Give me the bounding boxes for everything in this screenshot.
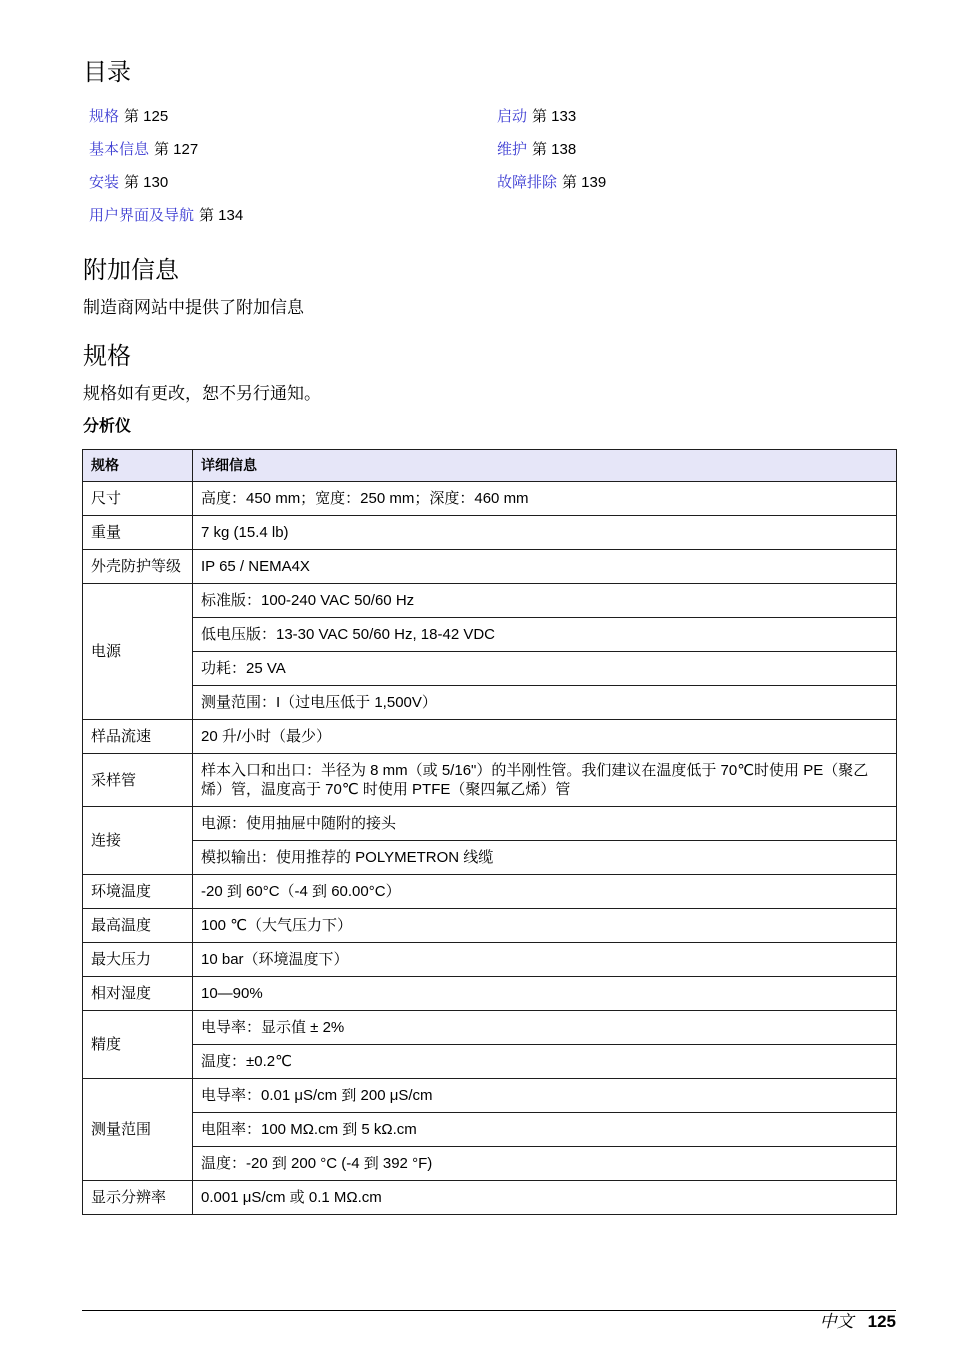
toc-page-number: 第 125: [124, 108, 169, 125]
toc-entry: [497, 133, 606, 166]
table-row: [83, 618, 897, 652]
spec-detail-cell: 电导率：显示值 ± 2%: [193, 1011, 897, 1045]
table-row: [83, 1011, 897, 1045]
footer-page-number: 125: [867, 1312, 896, 1331]
spec-detail-cell: 测量范围：I（过电压低于 1,500V）: [193, 686, 897, 720]
toc-link-maintenance[interactable]: 维护: [497, 141, 528, 158]
table-row: [83, 807, 897, 841]
toc-link-specifications[interactable]: 规格: [89, 108, 120, 125]
specifications-heading: 规格: [83, 343, 131, 370]
column-header-details: 详细信息: [193, 450, 897, 482]
spec-detail-cell: IP 65 / NEMA4X: [193, 550, 897, 584]
additional-info-text: 制造商网站中提供了附加信息: [83, 298, 304, 317]
spec-name-cell: 精度: [83, 1011, 193, 1079]
table-row: [83, 720, 897, 754]
table-row: [83, 1181, 897, 1215]
spec-name-cell: 测量范围: [83, 1079, 193, 1181]
toc-entry: [89, 199, 243, 232]
toc-entry: [497, 166, 606, 199]
table-row: [83, 652, 897, 686]
toc-page-number: 第 133: [532, 108, 577, 125]
spec-detail-cell: 10—90%: [193, 977, 897, 1011]
spec-detail-cell: 20 升/小时（最少）: [193, 720, 897, 754]
spec-detail-cell: 样本入口和出口：半径为 8 mm（或 5/16"）的半刚性管。我们建议在温度低于 70℃时使用 PE（聚乙烯）管，温度高于 70℃ 时使用 PTFE（聚四氟乙烯）管: [193, 754, 897, 807]
toc-link-installation[interactable]: 安装: [89, 174, 120, 191]
spec-detail-cell: 标准版：100-240 VAC 50/60 Hz: [193, 584, 897, 618]
spec-detail-cell: 模拟输出：使用推荐的 POLYMETRON 线缆: [193, 841, 897, 875]
spec-detail-cell: -20 到 60°C（-4 到 60.00°C）: [193, 875, 897, 909]
table-row: [83, 909, 897, 943]
spec-detail-cell: 0.001 μS/cm 或 0.1 MΩ.cm: [193, 1181, 897, 1215]
footer-language: 中文: [819, 1312, 854, 1331]
spec-detail-cell: 电源：使用抽屉中随附的接头: [193, 807, 897, 841]
toc-entry: [89, 100, 243, 133]
toc-entry: [89, 166, 243, 199]
spec-name-cell: 环境温度: [83, 875, 193, 909]
spec-name-cell: 样品流速: [83, 720, 193, 754]
specifications-note: 规格如有更改，恕不另行通知。: [83, 384, 321, 403]
spec-detail-cell: 功耗：25 VA: [193, 652, 897, 686]
table-row: [83, 686, 897, 720]
spec-detail-cell: 100 ℃（大气压力下）: [193, 909, 897, 943]
toc-column-left: [89, 100, 243, 232]
toc-link-troubleshooting[interactable]: 故障排除: [497, 174, 558, 191]
toc-link-user-interface[interactable]: 用户界面及导航: [89, 207, 195, 224]
table-row: [83, 516, 897, 550]
page-footer: [820, 1312, 896, 1332]
toc-page-number: 第 134: [199, 207, 244, 224]
toc-link-startup[interactable]: 启动: [497, 108, 528, 125]
table-row: [83, 1079, 897, 1113]
toc-entry: [89, 133, 243, 166]
table-header-row: [83, 450, 897, 482]
additional-info-heading: 附加信息: [83, 257, 179, 284]
spec-detail-cell: 电阻率：100 MΩ.cm 到 5 kΩ.cm: [193, 1113, 897, 1147]
table-row: [83, 584, 897, 618]
spec-name-cell: 显示分辨率: [83, 1181, 193, 1215]
table-row: [83, 1147, 897, 1181]
toc-page-number: 第 139: [562, 174, 607, 191]
table-row: [83, 1113, 897, 1147]
spec-name-cell: 连接: [83, 807, 193, 875]
table-row: [83, 754, 897, 807]
spec-detail-cell: 温度：±0.2℃: [193, 1045, 897, 1079]
toc-title: 目录: [83, 59, 131, 86]
toc-column-right: [497, 100, 606, 199]
table-row: [83, 875, 897, 909]
table-row: [83, 550, 897, 584]
spec-name-cell: 相对湿度: [83, 977, 193, 1011]
footer-rule: [82, 1310, 896, 1311]
spec-detail-cell: 7 kg (15.4 lb): [193, 516, 897, 550]
spec-detail-cell: 电导率：0.01 μS/cm 到 200 μS/cm: [193, 1079, 897, 1113]
spec-name-cell: 最大压力: [83, 943, 193, 977]
spec-name-cell: 尺寸: [83, 482, 193, 516]
analyzer-subheading: 分析仪: [83, 418, 132, 435]
spec-detail-cell: 10 bar（环境温度下）: [193, 943, 897, 977]
specifications-table: [82, 449, 897, 1215]
spec-name-cell: 最高温度: [83, 909, 193, 943]
toc-page-number: 第 130: [124, 174, 169, 191]
spec-detail-cell: 高度：450 mm；宽度：250 mm；深度：460 mm: [193, 482, 897, 516]
spec-detail-cell: 低电压版：13-30 VAC 50/60 Hz, 18-42 VDC: [193, 618, 897, 652]
table-row: [83, 841, 897, 875]
spec-name-cell: 采样管: [83, 754, 193, 807]
table-row: [83, 977, 897, 1011]
table-row: [83, 482, 897, 516]
toc-page-number: 第 127: [154, 141, 199, 158]
spec-name-cell: 电源: [83, 584, 193, 720]
table-row: [83, 1045, 897, 1079]
toc-entry: [497, 100, 606, 133]
spec-detail-cell: 温度：-20 到 200 °C (-4 到 392 °F): [193, 1147, 897, 1181]
column-header-spec: 规格: [83, 450, 193, 482]
toc-link-general-info[interactable]: 基本信息: [89, 141, 150, 158]
toc-page-number: 第 138: [532, 141, 577, 158]
spec-name-cell: 重量: [83, 516, 193, 550]
table-row: [83, 943, 897, 977]
spec-name-cell: 外壳防护等级: [83, 550, 193, 584]
